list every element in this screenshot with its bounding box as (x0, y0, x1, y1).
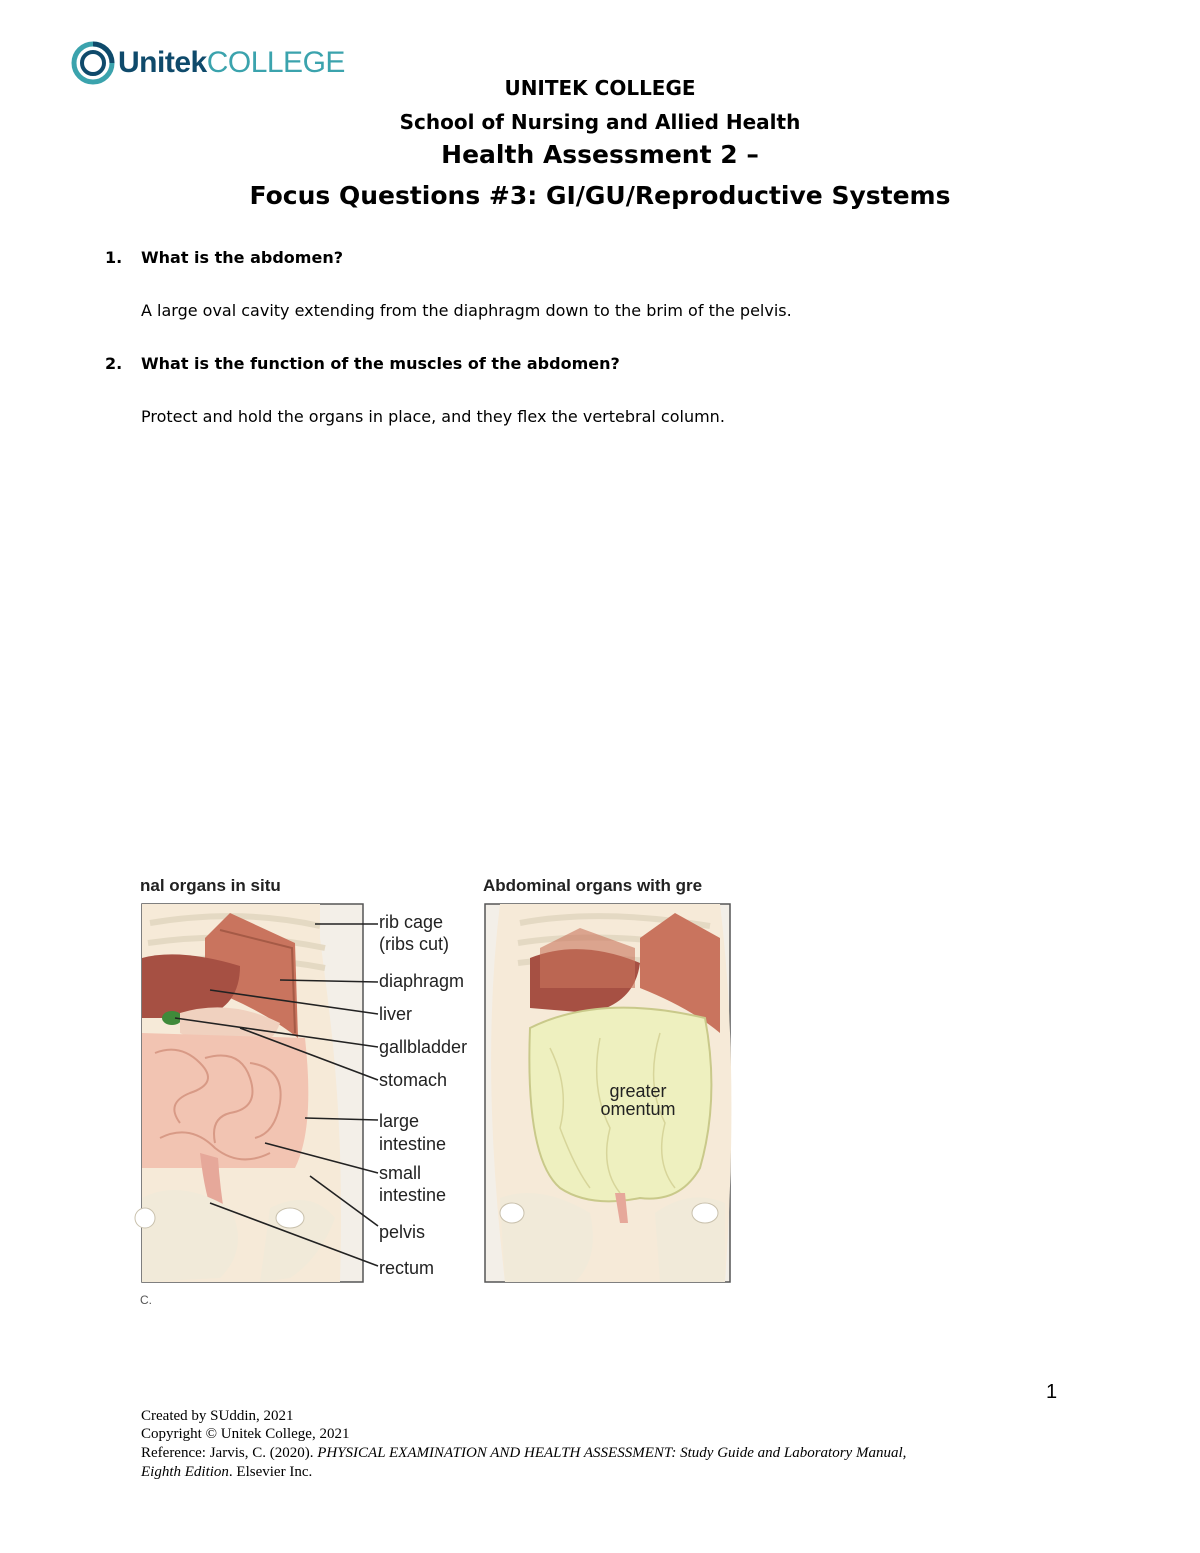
question-text: What is the abdomen? (141, 248, 343, 267)
label-liver: liver (379, 1004, 413, 1024)
question-text: What is the function of the muscles of the abdomen? (141, 354, 620, 373)
label-stomach: stomach (379, 1070, 448, 1090)
label-diaphragm: diaphragm (379, 971, 465, 991)
footer-reference (141, 1444, 906, 1462)
panel-letter: C. (140, 1293, 152, 1307)
logo-wordmark (118, 46, 345, 80)
label-omentum: omentum (600, 1099, 676, 1119)
question-number: 2. (105, 354, 123, 373)
label-gallbladder: gallbladder (379, 1037, 468, 1057)
figure-left-title: nal organs in situ (140, 876, 281, 895)
logo-brand-bold: Unitek (118, 46, 207, 79)
reference-publisher: . Elsevier Inc. (228, 1464, 313, 1480)
label-small: small (379, 1163, 422, 1183)
label-pelvis: pelvis (379, 1222, 426, 1242)
page-number: 1 (1046, 1381, 1058, 1403)
figure-right-title: Abdominal organs with gre (483, 876, 703, 895)
footer-copyright: Copyright © Unitek College, 2021 (141, 1426, 350, 1442)
reference-prefix: Reference: Jarvis, C. (2020). (141, 1445, 318, 1461)
course-title: Health Assessment 2 – (441, 140, 759, 169)
footer-created: Created by SUddin, 2021 (141, 1408, 294, 1424)
document-title: Focus Questions #3: GI/GU/Reproductive Systems (249, 181, 951, 210)
label-rib-cage: rib cage (379, 912, 444, 932)
footer-reference-cont (141, 1463, 312, 1481)
label-intestine-small: intestine (379, 1185, 447, 1205)
school-name: School of Nursing and Allied Health (399, 110, 801, 134)
question-number: 1. (105, 248, 123, 267)
label-rectum: rectum (379, 1258, 435, 1278)
answer-text: Protect and hold the organs in place, and they flex the vertebral column. (141, 407, 725, 426)
reference-edition: Eighth Edition (141, 1464, 229, 1480)
college-name: UNITEK COLLEGE (504, 76, 696, 100)
organs-in-situ-illustration (135, 904, 363, 1282)
answer-text: A large oval cavity extending from the diaphragm down to the brim of the pelvis. (141, 301, 792, 320)
greater-omentum-illustration (485, 904, 731, 1282)
label-large: large (379, 1111, 420, 1131)
reference-title: PHYSICAL EXAMINATION AND HEALTH ASSESSMENT: Study Guide and Laboratory Manual, (317, 1445, 907, 1461)
label-ribs-cut: (ribs cut) (379, 934, 450, 954)
logo-brand-light: COLLEGE (206, 46, 345, 79)
label-greater: greater (609, 1081, 667, 1101)
label-intestine-large: intestine (379, 1134, 447, 1154)
abdominal-organs-figure (120, 868, 760, 1308)
